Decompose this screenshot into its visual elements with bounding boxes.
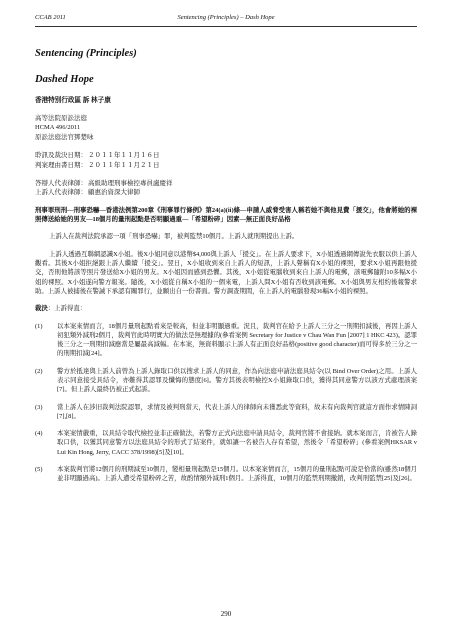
hearing-date: ２０１１年１１月１６日 bbox=[88, 152, 160, 160]
item-number: (1) bbox=[35, 322, 43, 330]
reasons-date-label: 判案理由書日期： bbox=[35, 161, 87, 169]
case-title: Dashed Hope bbox=[35, 74, 94, 85]
item-number: (4) bbox=[35, 430, 43, 438]
respondent-counsel: 高級助理刑事檢控專員盧慶祥 bbox=[88, 180, 173, 188]
case-parties: 香港特別行政區 訴 林子康 bbox=[35, 97, 111, 104]
item-text: 本案裁判官將12個月的刑期減至10個月，變相量刑起點是15個月。以本案案情而言，15個月的量刑起點可說是恰當的(雖然18個月並非明顯過高)。上訴人遭受希望粉碎之苦，故酌情額外減刑1個月。上訴得直，10個月的監禁刑期撤銷，改判刑監禁[25]及[26]。 bbox=[57, 466, 418, 483]
case-number: HCMA 496/2011 bbox=[35, 124, 81, 132]
header-center: Sentencing (Principles) – Dash Hope bbox=[177, 14, 275, 21]
item-text: 以本案來情而言，18個月量刑起點看來是較高，但並非明顯過重。況且，裁判官在給予上訴人三分之一刑期扣減後，再因上訴人初犯類外減刑2個月，裁判官此時明實大的做法是無理據的(參看案例 Secretary for Justice v Chau Wan Fun [2007] 1 HKC 423)。認罪後三分之一刑期扣減應當是屬最高減幅。在本案，無資料顯示上訴人有正面良好品格(positive good character)而可得多於三分之一的刑期扣減[24]。 bbox=[57, 322, 417, 358]
court-info bbox=[35, 114, 417, 198]
page-body bbox=[35, 32, 417, 484]
appellant-counsel: 顧惠治資深大律師 bbox=[88, 189, 140, 197]
hearing-date-row bbox=[35, 151, 417, 160]
reasons-date-row bbox=[35, 161, 417, 170]
page-number: 290 bbox=[220, 610, 232, 618]
item-number: (3) bbox=[35, 403, 43, 411]
judge: 原訟法庭法官鄧楚咏 bbox=[35, 133, 94, 141]
item-number: (2) bbox=[35, 367, 43, 375]
numbered-item bbox=[35, 403, 417, 422]
item-number: (5) bbox=[35, 466, 43, 474]
holding-label: 裁決 bbox=[35, 305, 48, 313]
holding-rest: ：上訴得直： bbox=[47, 305, 87, 313]
paragraph-1: 上訴人在裁判法院承認一項「刑事恐嚇」罪，被判監禁10個月。上訴人就刑期提出上訴。 bbox=[49, 233, 299, 241]
header-left: CCAB 2011 bbox=[35, 14, 66, 21]
numbered-item bbox=[35, 429, 417, 457]
headnote: 刑事罪刑刑—刑事恐嚇—香港法例第200章《刑事罪行條例》第24(a)(ii)條—申請人威脅受害人稱若她不與他見費「援交」，他會將她的裸照傳送給她的男友—18個月的量刑起點是否明顯過重—「希望粉碎」因素—無正面良好品格 bbox=[35, 206, 417, 224]
header-rule bbox=[35, 26, 417, 27]
appellant-counsel-row bbox=[35, 188, 417, 197]
appellant-counsel-label: 上訴人代表律師： bbox=[35, 189, 87, 197]
court-name: 高等法院原訟法庭 bbox=[35, 115, 87, 122]
section-title: Sentencing (Principles) bbox=[35, 48, 137, 59]
holding-line bbox=[35, 304, 417, 313]
respondent-counsel-row bbox=[35, 179, 417, 188]
item-text: 本案案情嚴重，以具結令取代檢控並非正確做法，若警方正式向法庭申請具結令，裁判官將不會接納。就本案而言，肯被告人錄取口供，以獲其同意警方以法庭具結令的形式了結案件，就如讓一名被告人存有希望，然後令「希望粉碎」(參看案例HKSAR v Lui Kin Hong, Jerry, CACC 378/1998)[5]及[10]。 bbox=[57, 430, 417, 456]
numbered-item bbox=[35, 367, 417, 395]
running-header bbox=[35, 14, 417, 26]
reasons-date: ２０１１年１１月２１日 bbox=[88, 161, 160, 169]
respondent-counsel-label: 答辯人代表律師： bbox=[35, 180, 87, 188]
hearing-date-label: 聆訊及裁決日期： bbox=[35, 152, 87, 160]
item-text: 當上訴人在涉旧裁判法院認罪，求情及被判刑當天，代表上訴人的律師向未獲悉此等資料，故未有向裁判官就這方面作求情陳詞[7],[8]。 bbox=[57, 403, 417, 420]
item-text: 警方於抵達與上訴人前曾為上訴人錄取口供以搜求上訴人的同意，作為向法庭申請法庭具結令(以 Bind Over Order)之用。上訴人表示同意接受具結令，亦難得其認罪及懺悔的態度[6]。警方其後表明檢控X小姐錄取口供，獲得其同意警方以該方式處理該案[7]。但上訴人最終仍被正式起訴。 bbox=[57, 367, 417, 394]
numbered-item bbox=[35, 465, 417, 484]
paragraph-2: 上訴人透過互聯網認識X小姐。後X小姐同意以港幣$4,000與上訴人「援交」。在上訴人要求下，X小姐透過網傳說先衣服以供上訴人觀看。其後X小姐拒絕跟上訴人繼續「援交」。翌日，X小姐收到來自上訴人的短訊，上訴人聲稱有X小姐的裸照，要求X小姐再跟他援交，否則他將該等照片發送給X小姐的男友。X小姐因而感到恐懼。其後，X小姐從電腦收到來自上訴人的電郵，該電郵隨附10多幅X小姐的裸照。X小姐遂向警方報案。隨後，X小姐從自稱X小姐的一個來電，上訴人問X小姐有否收到該電郵。X小姐與男友相約後報警求助。上訴人被捕後在警誡下承認有關罪行，並願出自一份書面。警方調查期間，在上訴人的電腦發現36幅X小姐的裸照。 bbox=[35, 250, 417, 295]
numbered-item bbox=[35, 322, 417, 359]
